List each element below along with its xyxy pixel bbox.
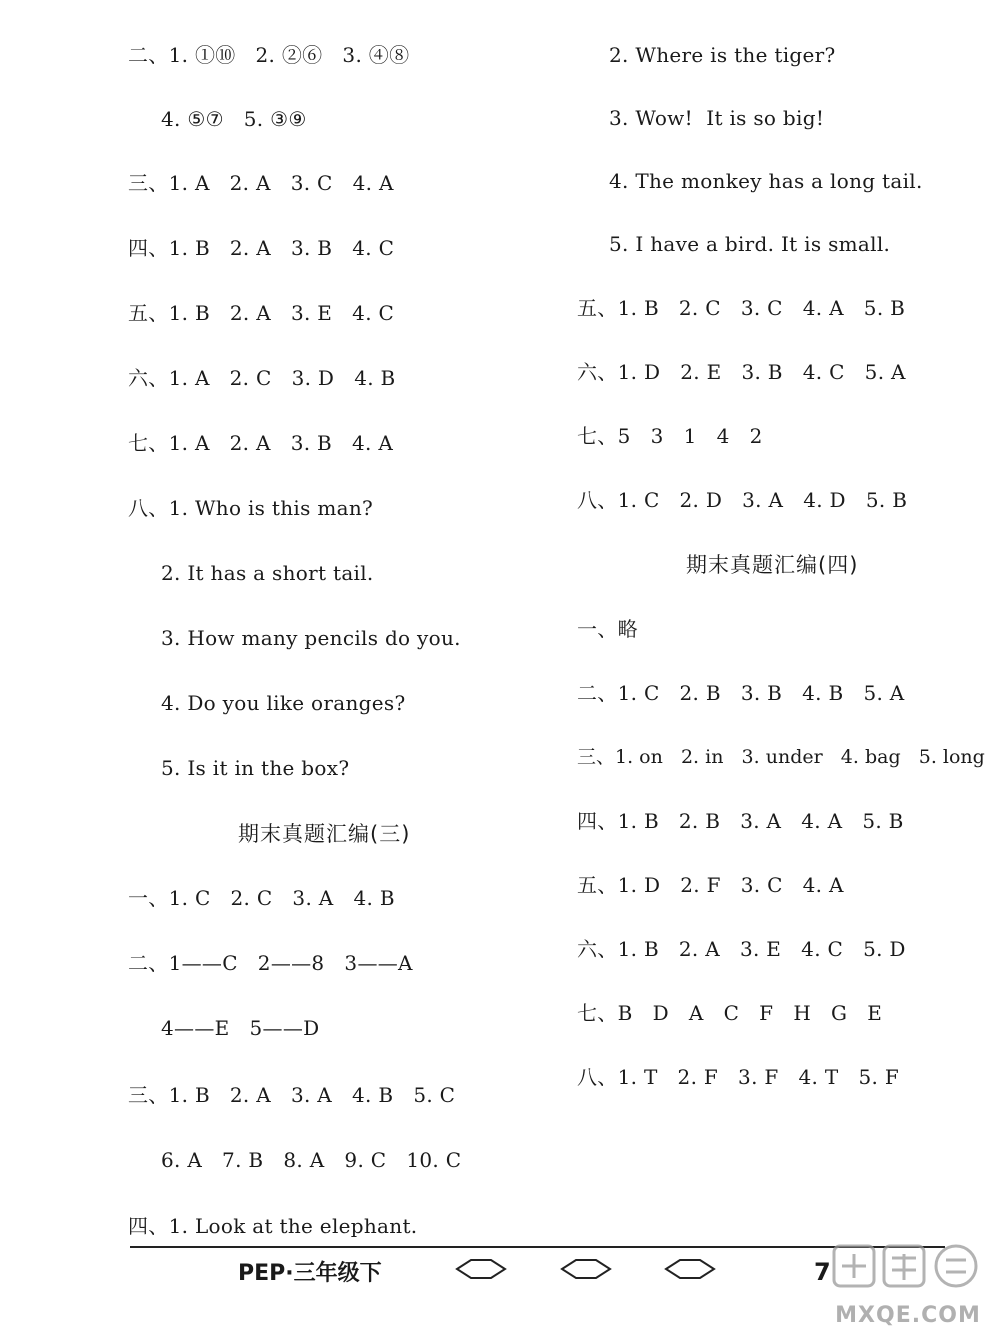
- answer-line: 6. A 7. B 8. A 9. C 10. C: [161, 1148, 462, 1172]
- footer-rule: [130, 1246, 945, 1248]
- answer-line: 一、略: [577, 617, 638, 641]
- answer-line: 五、1. B 2. A 3. E 4. C: [128, 301, 395, 325]
- answer-line: 三、1. on 2. in 3. under 4. bag 5. long: [577, 746, 985, 768]
- answer-line: 4. ⑤⑦ 5. ③⑨: [161, 107, 307, 131]
- answer-line: 5. Is it in the box?: [161, 756, 350, 780]
- answer-line: 4. Do you like oranges?: [161, 691, 406, 715]
- diamond-ornament-icon: [664, 1258, 716, 1280]
- answer-line: 三、1. B 2. A 3. A 4. B 5. C: [128, 1083, 456, 1107]
- answer-line: 二、1. ①⑩ 2. ②⑥ 3. ④⑧: [128, 43, 410, 67]
- answer-line: 二、1——C 2——8 3——A: [128, 951, 413, 975]
- answer-line: 七、B D A C F H G E: [577, 1001, 883, 1025]
- diamond-ornament-icon: [560, 1258, 612, 1280]
- answer-line: 3. Wow! It is so big!: [609, 106, 825, 130]
- answer-line: 六、1. B 2. A 3. E 4. C 5. D: [577, 937, 906, 961]
- answer-line: 五、1. B 2. C 3. C 4. A 5. B: [577, 296, 906, 320]
- section-heading: 期末真题汇编(三): [238, 822, 411, 846]
- answer-line: 六、1. A 2. C 3. D 4. B: [128, 366, 396, 390]
- answer-line: 八、1. T 2. F 3. F 4. T 5. F: [577, 1065, 899, 1089]
- answer-line: 八、1. C 2. D 3. A 4. D 5. B: [577, 488, 908, 512]
- watermark-logo-icon: [828, 1240, 988, 1330]
- answer-line: 四、1. Look at the elephant.: [128, 1214, 418, 1238]
- answer-line: 三、1. A 2. A 3. C 4. A: [128, 171, 394, 195]
- answer-line: 一、1. C 2. C 3. A 4. B: [128, 886, 395, 910]
- answer-line: 七、5 3 1 4 2: [577, 424, 763, 448]
- page-number: 7: [814, 1258, 831, 1286]
- answer-line: 5. I have a bird. It is small.: [609, 232, 891, 256]
- answer-line: 2. It has a short tail.: [161, 561, 374, 585]
- diamond-ornament-icon: [455, 1258, 507, 1280]
- answer-line: 4——E 5——D: [161, 1016, 320, 1040]
- answer-line: 3. How many pencils do you.: [161, 626, 461, 650]
- answer-line: 七、1. A 2. A 3. B 4. A: [128, 431, 394, 455]
- svg-text:MXQE.COM: MXQE.COM: [835, 1303, 981, 1328]
- answer-line: 六、1. D 2. E 3. B 4. C 5. A: [577, 360, 906, 384]
- footer-label: PEP·三年级下: [238, 1261, 382, 1286]
- answer-line: 五、1. D 2. F 3. C 4. A: [577, 873, 844, 897]
- answer-line: 二、1. C 2. B 3. B 4. B 5. A: [577, 681, 905, 705]
- section-heading: 期末真题汇编(四): [686, 553, 859, 577]
- answer-line: 4. The monkey has a long tail.: [609, 169, 923, 193]
- answer-line: 四、1. B 2. A 3. B 4. C: [128, 236, 395, 260]
- answer-line: 四、1. B 2. B 3. A 4. A 5. B: [577, 809, 904, 833]
- answer-line: 八、1. Who is this man?: [128, 496, 374, 520]
- answer-line: 2. Where is the tiger?: [609, 43, 836, 67]
